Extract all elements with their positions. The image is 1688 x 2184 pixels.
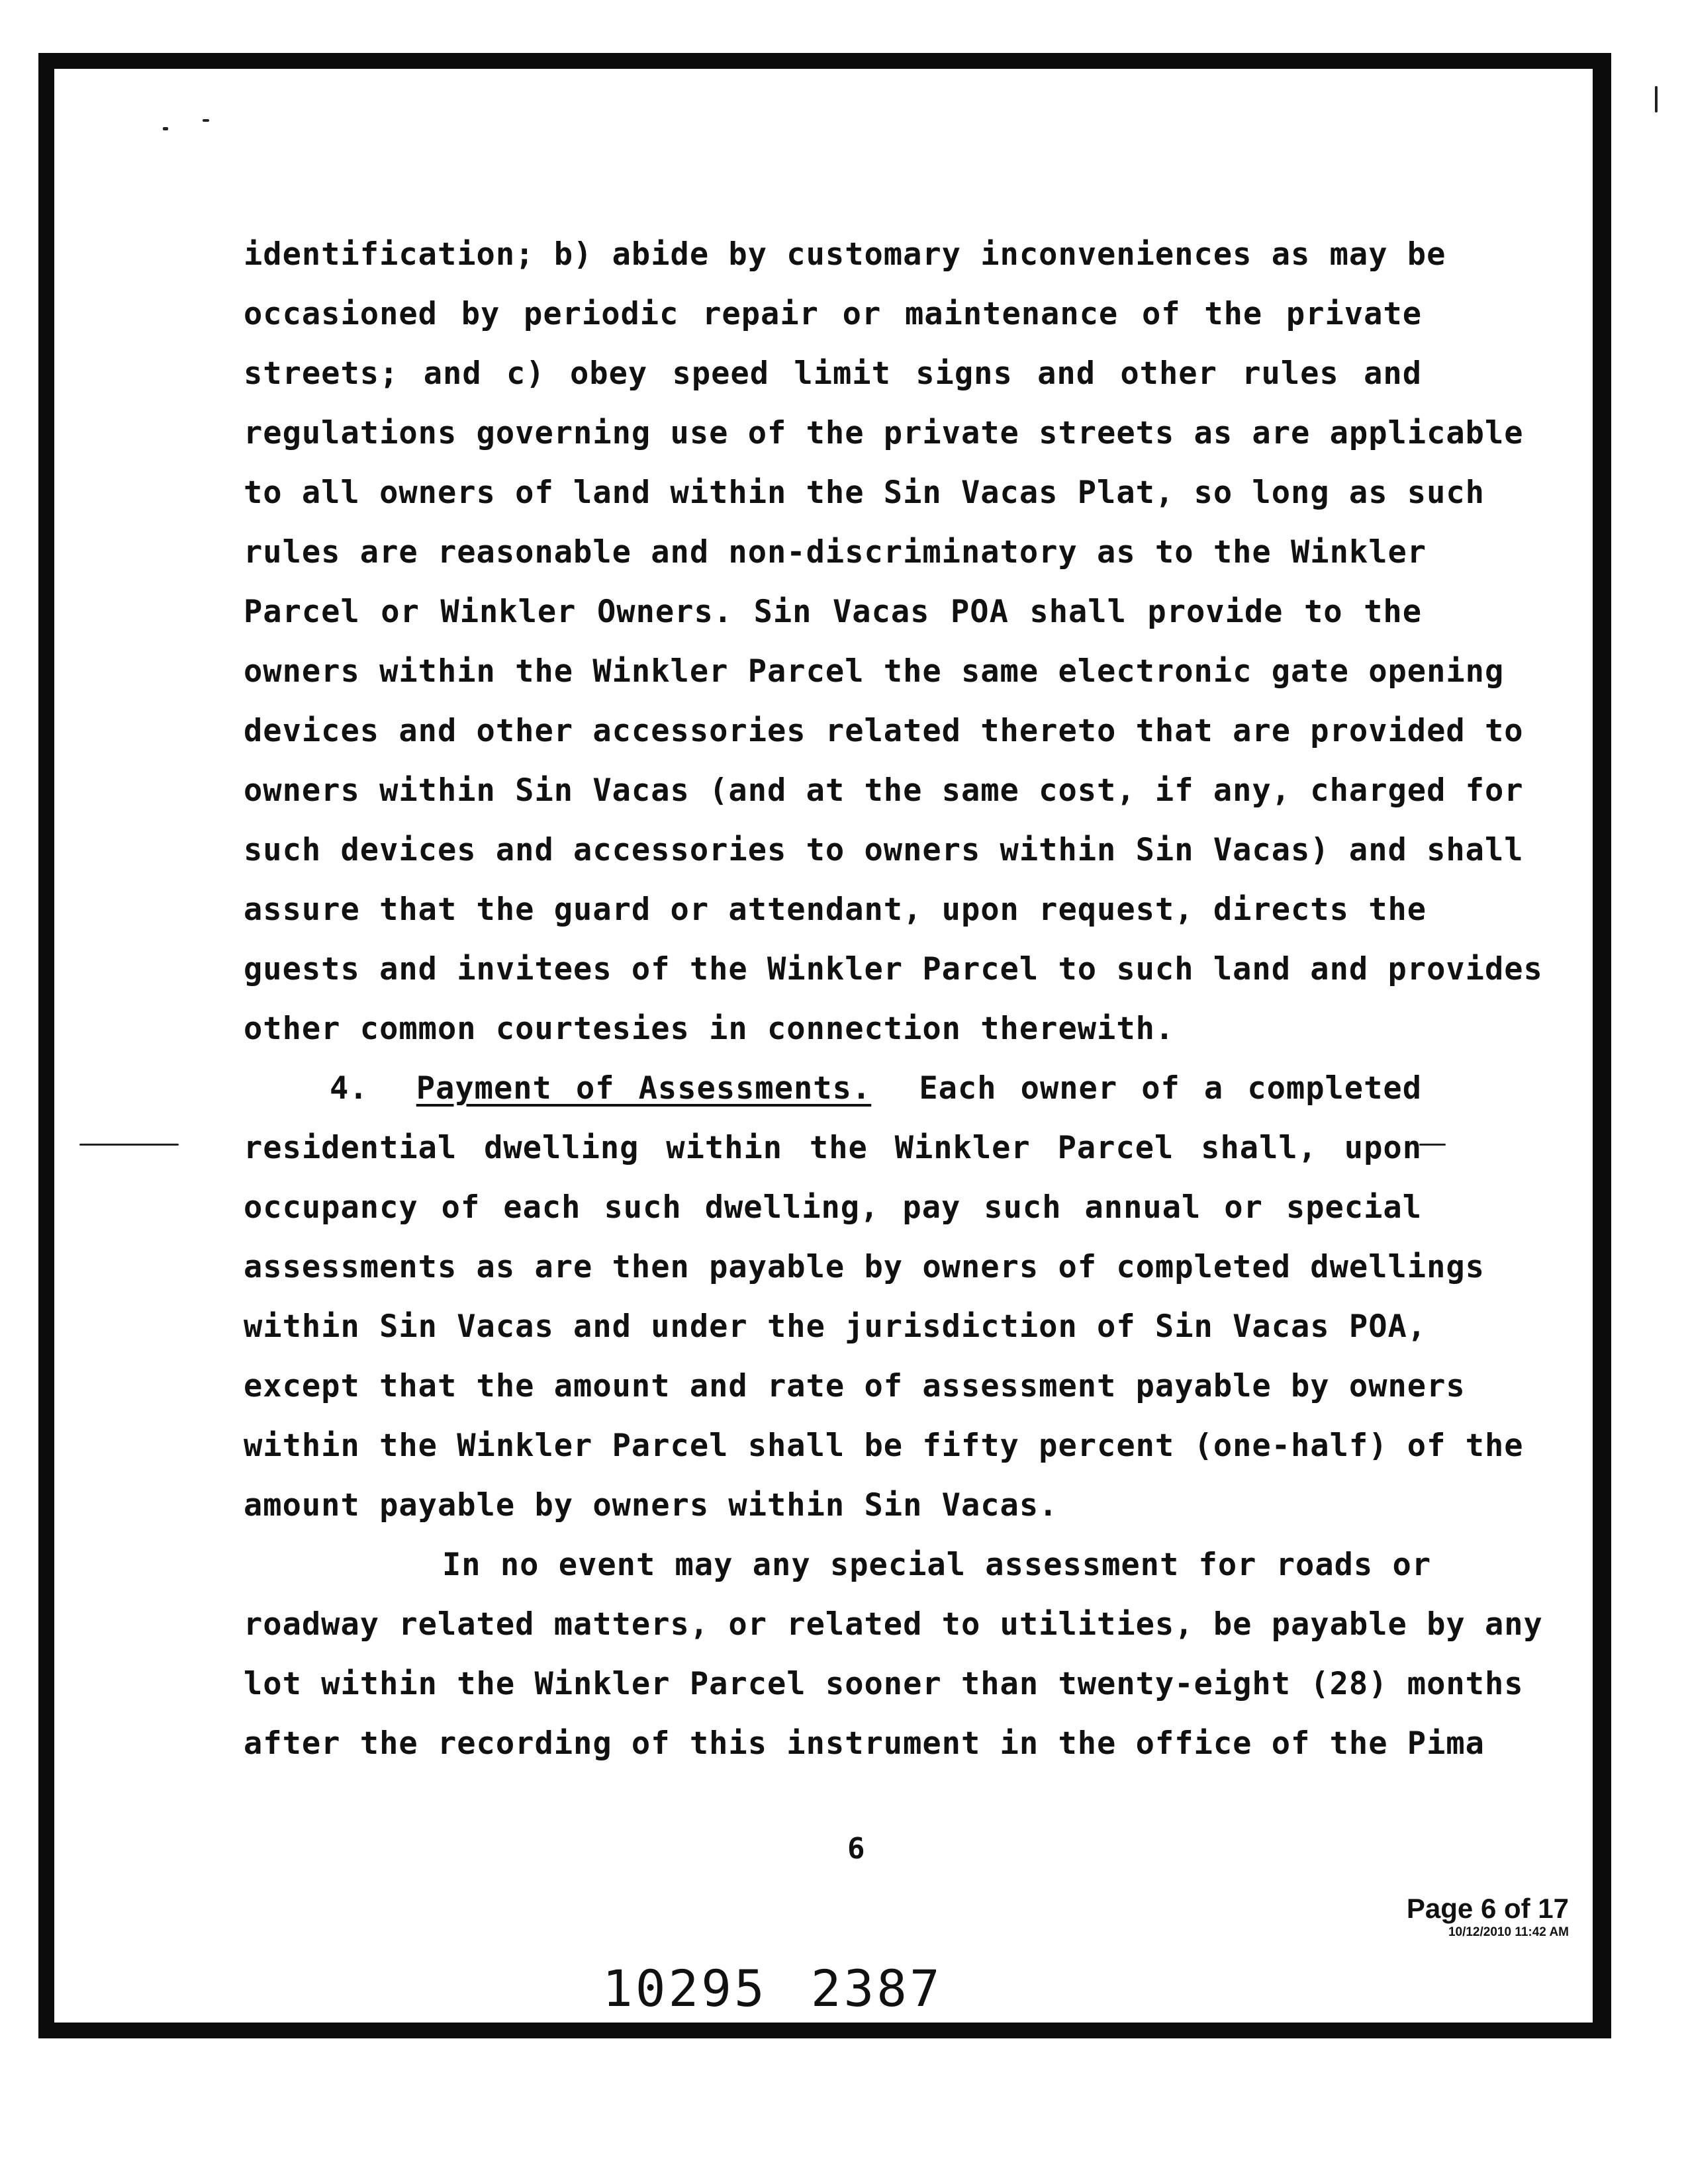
section-number: 4. xyxy=(330,1070,369,1107)
text-line: Parcel or Winkler Owners. Sin Vacas POA shall provide to the xyxy=(244,594,1422,630)
text-line: amount payable by owners within Sin Vacas. xyxy=(244,1487,1058,1524)
scan-speck xyxy=(203,119,209,122)
text-line: streets; and c) obey speed limit signs and other rules and xyxy=(244,355,1422,392)
text-line: devices and other accessories related thereto that are provided to xyxy=(244,713,1524,749)
scan-speck xyxy=(1655,86,1658,113)
text-line: except that the amount and rate of assessment payable by owners xyxy=(244,1368,1466,1404)
text-line: occasioned by periodic repair or maintenance of the private xyxy=(244,296,1422,332)
text-line: other common courtesies in connection therewith. xyxy=(244,1011,1175,1047)
body-text xyxy=(244,225,1543,1774)
text-line: occupancy of each such dwelling, pay such annual or special xyxy=(244,1189,1422,1226)
section-heading: Payment of Assessments. xyxy=(416,1070,872,1107)
text-line: within Sin Vacas and under the jurisdiction of Sin Vacas POA, xyxy=(244,1308,1427,1345)
stamp-datetime: 10/12/2010 11:42 AM xyxy=(1448,1925,1569,1939)
scan-speck xyxy=(1419,1144,1446,1146)
page-number: 6 xyxy=(847,1832,865,1866)
text-line: identification; b) abide by customary inconveniences as may be xyxy=(244,236,1446,273)
recording-stamp xyxy=(1407,1893,1569,1940)
text-line: regulations governing use of the private streets as are applicable xyxy=(244,415,1524,451)
text-line: owners within the Winkler Parcel the same electronic gate opening xyxy=(244,653,1505,690)
book-page-reference xyxy=(602,1959,943,2018)
scan-speck xyxy=(163,127,168,130)
section-first-line-text: Each owner of a completed xyxy=(919,1070,1422,1107)
text-line: assessments as are then payable by owners of completed dwellings xyxy=(244,1249,1485,1285)
text-line: such devices and accessories to owners within Sin Vacas) and shall xyxy=(244,832,1524,868)
section-4-heading-line xyxy=(244,1059,1422,1118)
text-line: owners within Sin Vacas (and at the same cost, if any, charged for xyxy=(244,772,1524,809)
text-line: after the recording of this instrument in the office of the Pima xyxy=(244,1725,1485,1762)
text-line: rules are reasonable and non-discriminatory as to the Winkler xyxy=(244,534,1427,570)
scan-speck xyxy=(79,1144,179,1146)
text-line: assure that the guard or attendant, upon request, directs the xyxy=(244,891,1427,928)
text-line: In no event may any special assessment for roads or xyxy=(442,1547,1432,1583)
page-reference-number: 2387 xyxy=(810,1959,943,2018)
book-number: 10295 xyxy=(602,1959,767,2018)
text-line: guests and invitees of the Winkler Parcel to such land and provides xyxy=(244,951,1543,987)
text-line: to all owners of land within the Sin Vacas Plat, so long as such xyxy=(244,475,1485,511)
stamp-page-count: Page 6 of 17 xyxy=(1406,1893,1569,1924)
text-line: within the Winkler Parcel shall be fifty percent (one-half) of the xyxy=(244,1428,1524,1464)
text-line: lot within the Winkler Parcel sooner than twenty-eight (28) months xyxy=(244,1666,1524,1702)
text-line: residential dwelling within the Winkler Parcel shall, upon xyxy=(244,1130,1422,1166)
text-line: roadway related matters, or related to utilities, be payable by any xyxy=(244,1606,1543,1643)
